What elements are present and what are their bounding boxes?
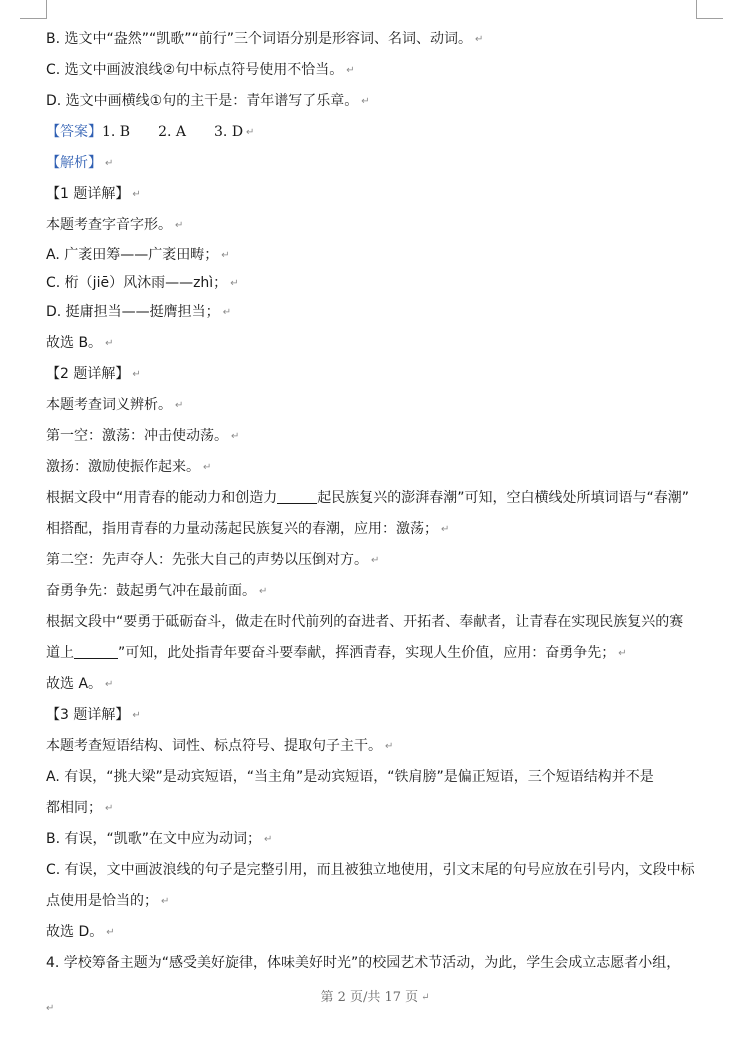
paragraph-mark-icon: ↵ xyxy=(46,1003,55,1014)
paragraph-mark-icon: ↵ xyxy=(132,710,141,721)
q3-item-b: B. 有误，“凯歌”在文中应为动词； ↵ xyxy=(46,831,273,847)
paragraph-mark-icon: ↵ xyxy=(259,586,268,597)
q1-conclusion: 故选 B。 ↵ xyxy=(46,335,114,351)
paragraph-mark-icon: ↵ xyxy=(361,96,370,107)
q1-item-d: D. 挺庸担当——挺膺担当； ↵ xyxy=(46,304,232,320)
q1-item-a: A. 广袤田筹——广袤田畴； ↵ xyxy=(46,247,230,263)
paragraph-mark-icon: ↵ xyxy=(203,462,212,473)
paragraph-mark-icon: ↵ xyxy=(264,834,273,845)
q2-word-fenyong: 奋勇争先：鼓起勇气冲在最前面。 ↵ xyxy=(46,583,268,599)
paragraph-mark-icon: ↵ xyxy=(421,992,430,1003)
paragraph-mark-icon: ↵ xyxy=(105,803,114,814)
fill-blank xyxy=(74,644,118,659)
page-corner-marker-left xyxy=(20,0,47,19)
q1-detail-heading: 【1 题详解】 ↵ xyxy=(46,186,141,202)
paragraph-mark-icon: ↵ xyxy=(246,127,255,138)
answer-label: 【答案】 xyxy=(46,124,102,140)
paragraph-mark-icon: ↵ xyxy=(441,524,450,535)
paragraph-mark-icon: ↵ xyxy=(105,679,114,690)
q2-context-line-1: 根据文段中“用青春的能动力和创造力 起民族复兴的澎湃春潮”可知，空白横线处所填词语与“春潮” xyxy=(46,490,690,506)
q1-item-c: C. 桁（jiē）风沐雨——zhì； ↵ xyxy=(46,275,239,291)
q2-context-line-4: 道上 ”可知，此处指青年要奋斗要奉献，挥洒青春，实现人生价值，应用：奋勇争先； ↵ xyxy=(46,645,627,661)
paragraph-mark-icon: ↵ xyxy=(475,34,484,45)
q3-item-c-line-2: 点使用是恰当的； ↵ xyxy=(46,893,170,909)
q2-conclusion: 故选 A。 ↵ xyxy=(46,676,114,692)
paragraph-mark-icon: ↵ xyxy=(175,400,184,411)
paragraph-mark-icon: ↵ xyxy=(132,369,141,380)
page-corner-marker-right xyxy=(696,0,723,19)
paragraph-mark-icon: ↵ xyxy=(222,307,232,318)
paragraph-mark-icon: ↵ xyxy=(106,927,115,938)
paragraph-mark-icon: ↵ xyxy=(161,896,170,907)
q3-item-a-line-1: A. 有误，“挑大梁”是动宾短语，“当主角”是动宾短语，“铁肩膀”是偏正短语，三个短语结构并不是 xyxy=(46,769,654,785)
q1-topic: 本题考查字音字形。 ↵ xyxy=(46,217,184,233)
paragraph-mark-icon: ↵ xyxy=(618,648,627,659)
paragraph-mark-icon: ↵ xyxy=(346,65,355,76)
answer-line xyxy=(46,117,710,148)
q3-topic: 本题考查短语结构、词性、标点符号、提取句子主干。 ↵ xyxy=(46,738,394,754)
question-4-line: 4. 学校筹备主题为“感受美好旋律，体味美好时光”的校园艺术节活动，为此，学生会成立志愿者小组， xyxy=(46,955,681,971)
page-footer xyxy=(0,986,750,1005)
q2-context-line-2: 相搭配，指用青春的力量动荡起民族复兴的春潮，应用：激荡； ↵ xyxy=(46,521,450,537)
analysis-heading: 【解析】 ↵ xyxy=(46,155,114,171)
q2-detail-heading: 【2 题详解】 ↵ xyxy=(46,366,141,382)
q2-blank-two: 第二空：先声夺人：先张大自己的声势以压倒对方。 ↵ xyxy=(46,552,380,568)
q3-detail-heading: 【3 题详解】 ↵ xyxy=(46,707,141,723)
document-body xyxy=(46,24,710,979)
paragraph-mark-icon: ↵ xyxy=(230,278,239,289)
answer-values: 1. B 2. A 3. D xyxy=(102,124,244,140)
option-d-line: D. 选文中画横线①句的主干是：青年谱写了乐章。 ↵ xyxy=(46,93,370,109)
q3-item-c-line-1: C. 有误，文中画波浪线的句子是完整引用，而且被独立地使用，引文末尾的句号应放在引号内，文段中标 xyxy=(46,862,695,878)
paragraph-mark-icon: ↵ xyxy=(105,338,114,349)
paragraph-mark-icon: ↵ xyxy=(132,189,141,200)
q2-context-line-3: 根据文段中“要勇于砥砺奋斗，做走在时代前列的奋进者、开拓者、奉献者，让青春在实现民族复兴的赛 xyxy=(46,614,684,630)
option-c-line: C. 选文中画波浪线②句中标点符号使用不恰当。 ↵ xyxy=(46,62,355,78)
paragraph-mark-icon: ↵ xyxy=(175,220,184,231)
option-b-line: B. 选文中“盎然”“凯歌”“前行”三个词语分别是形容词、名词、动词。 ↵ xyxy=(46,31,484,47)
paragraph-mark-icon: ↵ xyxy=(105,158,114,169)
paragraph-mark-icon: ↵ xyxy=(371,555,380,566)
fill-blank xyxy=(277,489,317,504)
paragraph-mark-icon: ↵ xyxy=(231,431,240,442)
q2-topic: 本题考查词义辨析。 ↵ xyxy=(46,397,184,413)
q2-blank-one: 第一空：激荡：冲击使动荡。 ↵ xyxy=(46,428,240,444)
q2-word-jiyang: 激扬：激励使振作起来。 ↵ xyxy=(46,459,212,475)
page-number: 第 2 页/共 17 页 xyxy=(320,990,419,1005)
paragraph-mark-icon: ↵ xyxy=(221,250,230,261)
paragraph-mark-icon: ↵ xyxy=(385,741,394,752)
q3-conclusion: 故选 D。 ↵ xyxy=(46,924,115,940)
q3-item-a-line-2: 都相同； ↵ xyxy=(46,800,114,816)
